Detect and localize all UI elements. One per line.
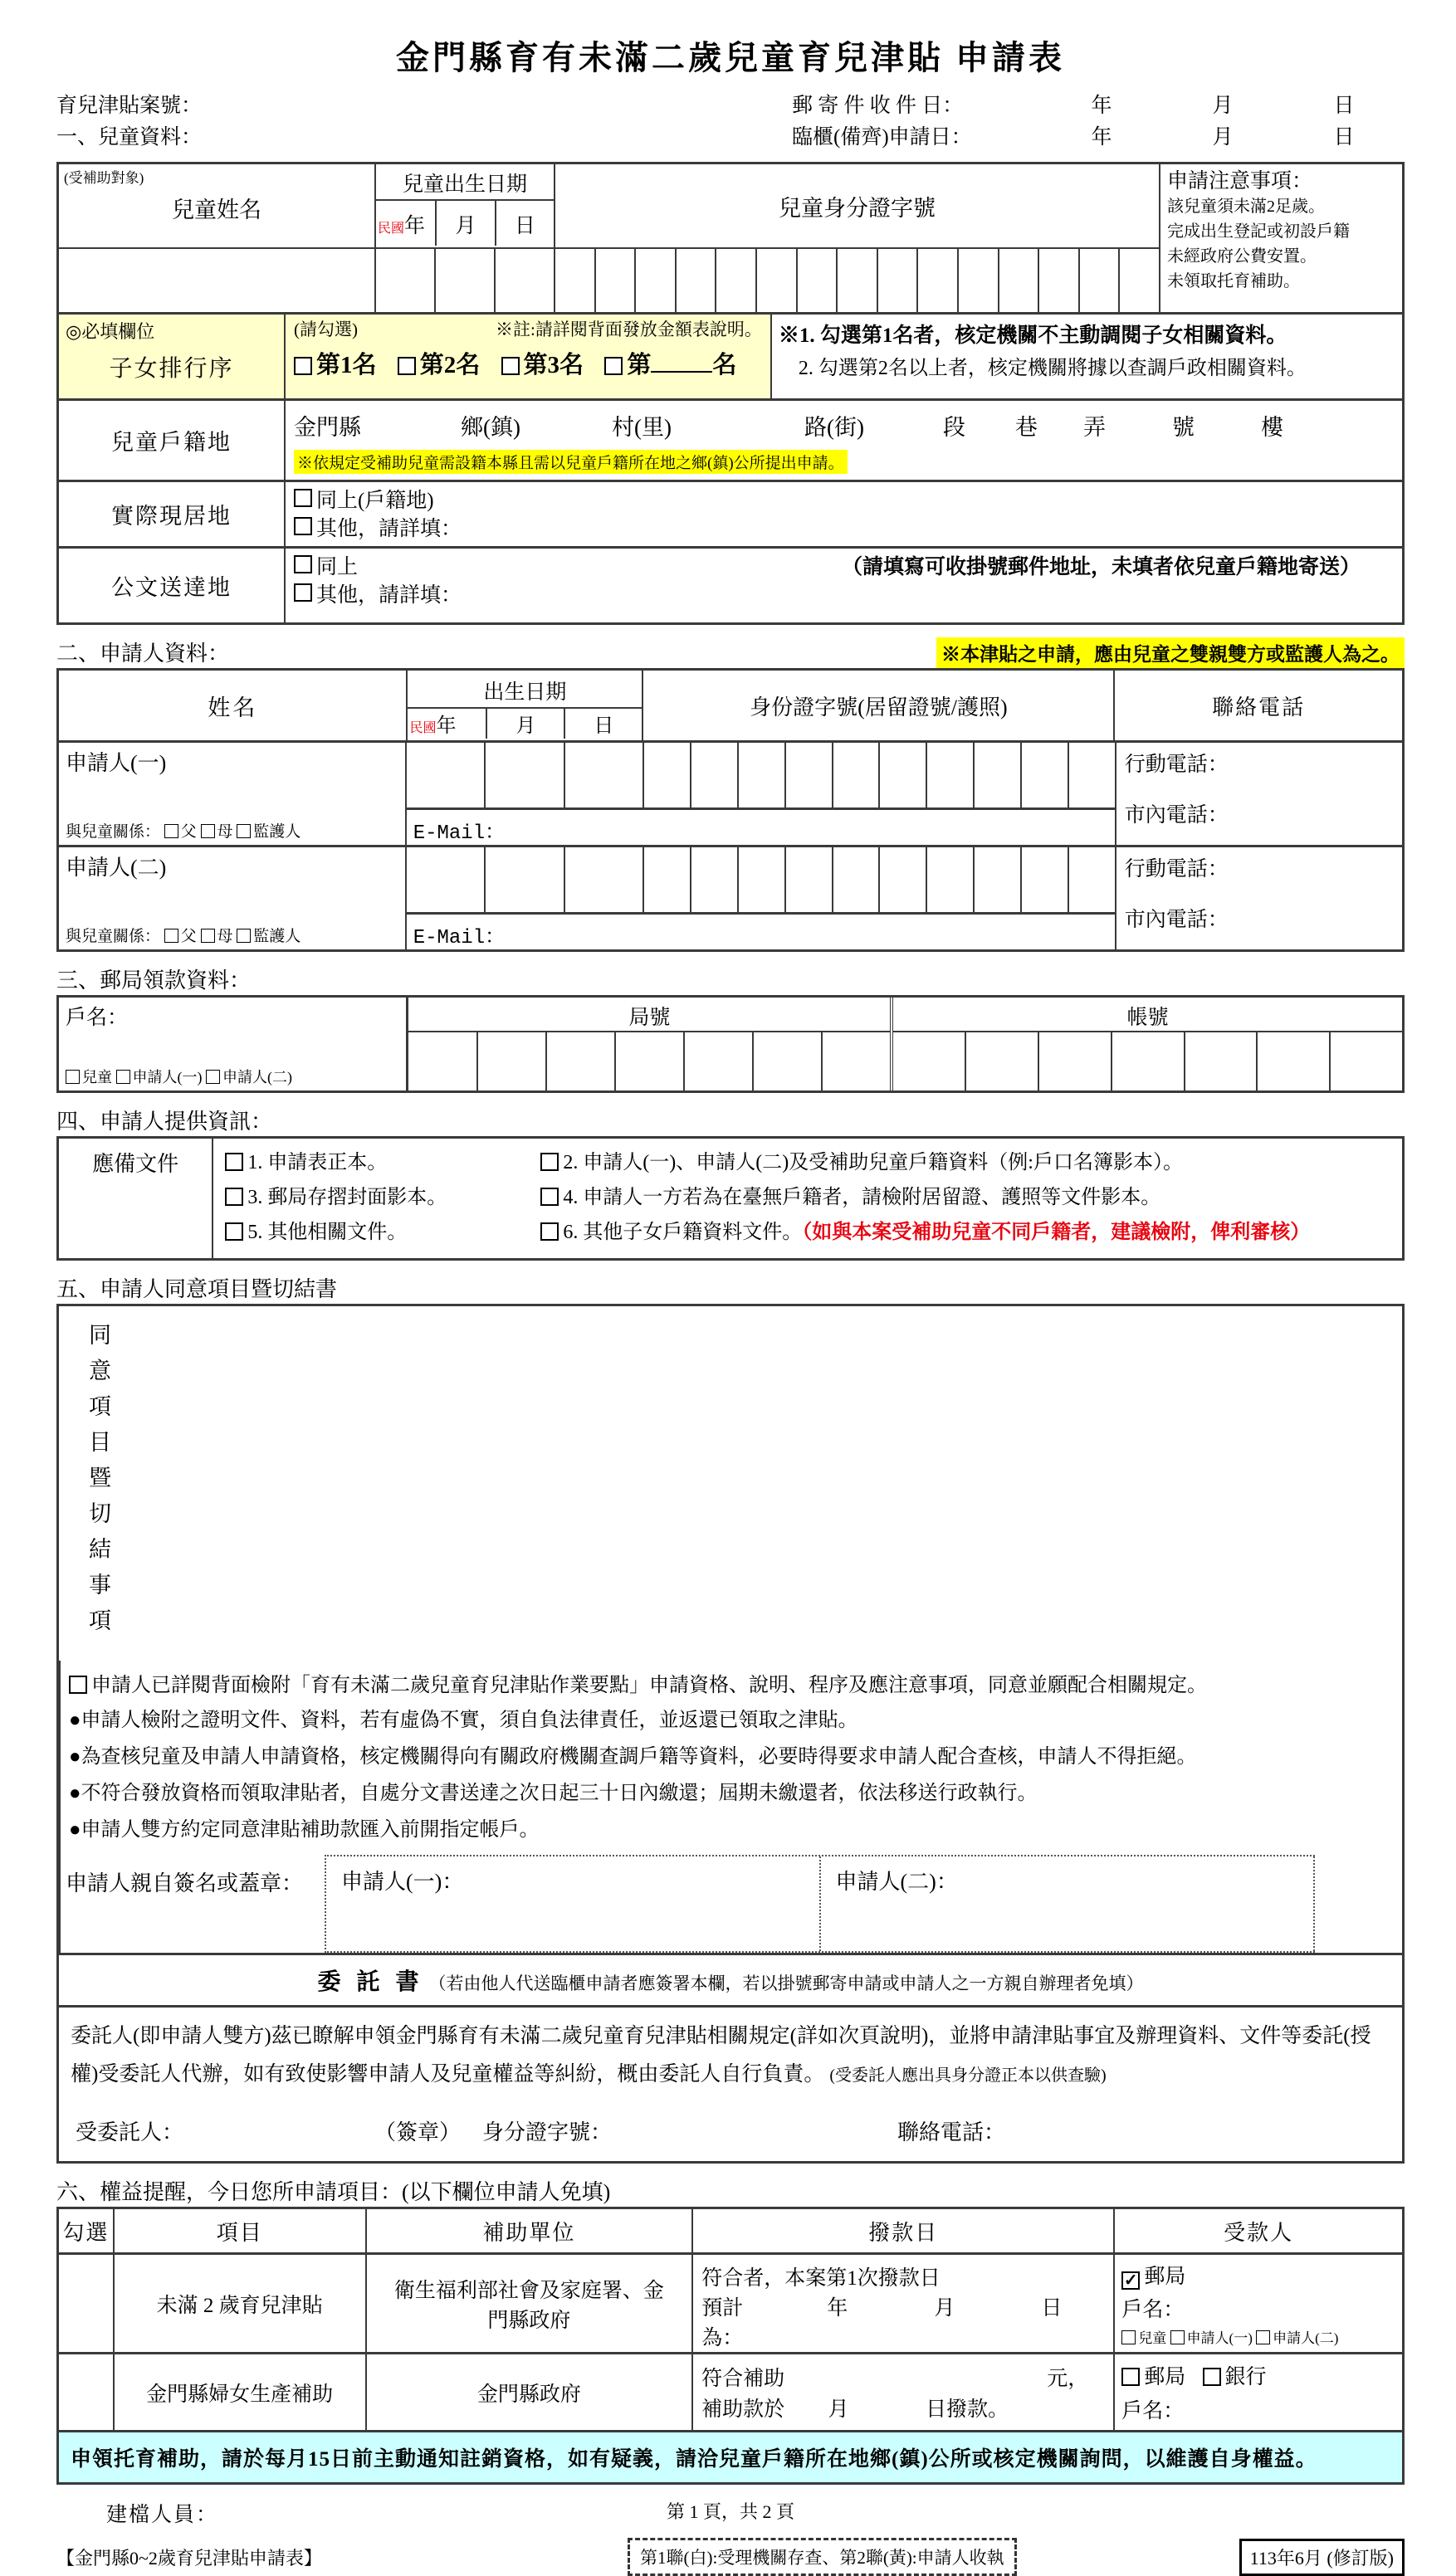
current-same-option[interactable]: 同上(戶籍地) [294,487,1394,515]
year-label: 年 [827,2297,848,2320]
township-label: 鄉(鎮) [460,415,520,440]
box-cell[interactable] [737,743,784,807]
payee-applicant2-checkbox[interactable] [1256,2330,1270,2344]
box-cell[interactable] [784,743,832,807]
section5-heading: 五、申請人同意項目暨切結書 [56,1277,338,1301]
applicant-2-row [59,845,1402,949]
proxy-body-note: (受委託人應出具身分證正本以供查驗) [829,2066,1107,2085]
applicant-1-relation: 與兒童關係： 父 母 監護人 [66,823,301,841]
box-cell[interactable] [376,249,434,312]
maternity-bank-option[interactable]: 銀行 [1203,2366,1267,2388]
residence-rule-note: ※依規定受補助兒童需設籍本縣且需以兒童戶籍所在地之鄉(鎮)公所提出申請。 [294,450,848,474]
applicant-1-mobile-field[interactable]: 行動電話： [1124,754,1229,776]
doc-4-checkbox[interactable] [540,1188,559,1206]
box-cell[interactable] [644,847,690,912]
box-cell[interactable] [1078,249,1119,312]
year-label: 年 [1091,126,1112,149]
alley-label: 弄 [1082,415,1106,440]
relation-mother-option[interactable]: 母 [201,928,233,945]
box-cell[interactable] [1068,847,1115,912]
trustee-phone-field[interactable]: 聯絡電話： [897,2120,1006,2144]
proxy-body-text: 委託人(即申請人雙方)茲已瞭解申領金門縣育有未滿二歲兒童育兒津貼相關規定(詳如次頁說明)，並將申請津貼事宜及辦理資料、文件等委託(授權)受委託人代辦，如有致使影響申請人及兒童權益等糾紛，概由委託人自行負責。 [71,2025,1371,2086]
form-name-footer: 【金門縣0~2歲育兒津貼申請表】 [56,2547,322,2569]
copies-distribution-note: 第1聯(白):受理機關存查、第2聯(黃):申請人收執 [628,2538,1017,2576]
box-cell[interactable] [973,743,1020,807]
village-label: 村(里) [611,415,672,440]
doc-item-5[interactable]: 5. 其他相關文件。 [225,1215,540,1250]
box-cell[interactable] [644,743,690,807]
payee-child-option[interactable]: 兒童 [1121,2330,1166,2346]
mail-receive-date-label: 郵 寄 件 收 件 日： [792,95,964,117]
post-office-checkbox-checked[interactable]: ✓ [1121,2271,1140,2290]
application-notes [1159,164,1402,312]
consent-bullet-1: ●申請人檢附之證明文件、資料，若有虛偽不實，須自負法律責任，並返還已領取之津貼。 [69,1710,858,1731]
minguo-label: 民國 [409,721,437,735]
box-cell[interactable] [878,847,926,912]
section-label: 段 [942,415,965,440]
maternity-item: 金門縣婦女生產補助 [113,2354,365,2430]
box-cell[interactable] [784,847,832,912]
doc-item-1[interactable]: 1. 申請表正本。 [225,1145,540,1180]
delivery-other-checkbox[interactable] [294,583,312,602]
rank-3-option[interactable]: 第3名 [501,352,584,378]
allowance-org: 衛生福利部社會及家庭署、金門縣政府 [365,2255,692,2352]
applicant-1-email-field[interactable]: E-Mail： [407,807,1115,844]
doc-item-6[interactable]: 6. 其他子女戶籍資料文件。（如與本案受補助兒童不同戶籍者，建議檢附，俾利審核） [540,1215,1399,1250]
consent-side-label: 同意項目暨切結事項 [86,1323,110,1644]
rank-2-checkbox[interactable] [398,357,416,375]
maternity-pay-line1: 符合補助 元， [701,2367,1089,2390]
box-cell[interactable] [634,249,675,312]
minguo-label: 民國 [378,222,405,236]
account-owner-options [66,1066,399,1087]
owner-child-option[interactable]: 兒童 [66,1069,112,1086]
month-label: 月 [934,2297,955,2320]
box-cell[interactable] [555,249,594,312]
box-cell[interactable] [690,743,737,807]
trustee-sign-label: （簽章） [374,2120,462,2144]
subsidy-target-label: (受補助對象) [64,170,144,186]
check-hint: (請勾選) [294,320,359,339]
box-cell[interactable] [1184,1032,1257,1090]
box-cell[interactable] [715,249,755,312]
maternity-check-cell[interactable] [59,2354,113,2430]
rank-other-checkbox[interactable] [604,357,623,375]
allowance-check-cell[interactable] [59,2255,113,2352]
org-column-header: 補助單位 [365,2209,692,2252]
box-cell[interactable] [926,743,973,807]
applicant-2-dob-boxes[interactable] [407,847,642,912]
box-cell[interactable] [407,743,484,807]
box-cell[interactable] [1038,1032,1111,1090]
road-label: 路(街) [804,415,864,440]
owner-applicant2-checkbox[interactable] [206,1070,220,1084]
bureau-number-header: 局號 [408,998,890,1032]
filing-staff-field[interactable]: 建檔人員： [106,2504,219,2526]
consent-table [56,1304,1405,2164]
day-label: 日 [1333,95,1355,117]
child-id-boxes[interactable] [554,249,1159,312]
child-rank-options-cell [284,315,770,398]
applicant-2-label: 申請人(二) [66,856,167,880]
current-other-option[interactable]: 其他，請詳填： [294,515,1394,544]
child-name-field[interactable] [59,249,374,312]
doc-item-3[interactable]: 3. 郵局存摺封面影本。 [225,1180,540,1215]
number-label: 號 [1171,415,1195,440]
section3-heading: 三、郵局領款資料： [56,968,252,993]
box-cell[interactable] [998,249,1038,312]
doc-1-checkbox[interactable] [225,1153,243,1171]
note-line: 該兒童須未滿2足歲。 [1167,198,1325,216]
applicant-2-mobile-field[interactable]: 行動電話： [1124,858,1229,881]
check-column-header: 勾選 [62,2220,110,2245]
applicant-2-id-boxes[interactable] [642,847,1115,912]
box-cell[interactable] [564,743,642,807]
counter-apply-date-label: 臨櫃(備齊)申請日： [792,126,972,149]
section1-heading: 一、兒童資料： [56,126,203,149]
delivery-other-option[interactable]: 其他，請詳填： [294,582,1394,610]
box-cell[interactable] [957,249,998,312]
doc-5-checkbox[interactable] [225,1222,243,1241]
box-cell[interactable] [877,249,917,312]
pay-date-column-header: 撥款日 [691,2209,1113,2252]
consent-agree-checkbox[interactable] [69,1676,87,1694]
box-cell[interactable] [1038,249,1078,312]
month-label: 月 [1212,95,1234,117]
trustee-name-field[interactable]: 受委託人： [76,2120,184,2144]
guardian-checkbox[interactable] [237,824,251,838]
payee-applicant2-option[interactable]: 申請人(二) [1256,2330,1338,2346]
mother-checkbox[interactable] [201,824,215,838]
applicant-2-signature-field[interactable]: 申請人(二)： [821,1856,1316,1951]
trustee-id-field[interactable]: 身分證字號： [482,2120,613,2144]
applied-items-table [56,2207,1405,2432]
box-cell[interactable] [973,847,1020,912]
box-cell[interactable] [1256,1032,1329,1090]
applicant-1-id-boxes[interactable] [642,743,1115,807]
note-line: 未領取托育補助。 [1167,272,1300,290]
applicant-table [56,668,1405,952]
relation-father-option[interactable]: 父 [164,823,197,841]
section6-heading: 六、權益提醒，今日您所申請項目：(以下欄位申請人免填) [56,2180,611,2204]
day-label: 日 [1041,2297,1063,2320]
applicant-1-label: 申請人(一) [66,751,167,775]
consent-bullet-2: ●為查核兒童及申請人申請資格，核定機關得向有關政府機關查調戶籍等資料，必要時得要求申請人配合查核，申請人不得拒絕。 [69,1746,1197,1768]
child-rank-label-cell [59,315,284,398]
applicant-2-tel-field[interactable]: 市內電話： [1124,909,1229,931]
box-cell[interactable] [821,1032,890,1090]
delivery-address-label: 公文送達地 [110,575,232,600]
current-address-label: 實際現居地 [110,504,232,529]
box-cell[interactable] [796,249,837,312]
account-name-field[interactable]: 戶名： [66,1007,129,1029]
owner-applicant2-option[interactable]: 申請人(二) [206,1069,292,1086]
rank-note-2: 2. 勾選第2名以上者，核定機關將據以查調戶政相關資料。 [798,358,1307,379]
doc-2-checkbox[interactable] [540,1153,559,1171]
dob-year-header: 民國年 [409,715,457,737]
applicant-id-header: 身份證字號(居留證號/護照) [642,671,1113,740]
box-cell[interactable] [675,249,716,312]
dob-month-header: 月 [486,709,564,739]
documents-table [56,1136,1405,1261]
consent-bullet-3: ●不符合發放資格而領取津貼者，自處分文書送達之次日起三十日內繳還；屆期未繳還者，依法移送行政執行。 [69,1783,1038,1804]
doc-item-4[interactable]: 4. 申請人一方若為在臺無戶籍者，請檢附居留證、護照等文件影本。 [540,1180,1399,1215]
rank-note-1: ※1. 勾選第1名者，核定機關不主動調閱子女相關資料。 [778,324,1287,347]
delivery-same-checkbox[interactable] [294,555,312,573]
payee-owner-options [1121,2326,1395,2347]
rank-3-checkbox[interactable] [501,357,520,375]
applicant-1-dob-boxes[interactable] [407,743,642,807]
box-cell[interactable] [434,249,494,312]
item-column-header: 項目 [113,2209,365,2252]
rank-other-blank[interactable] [651,351,712,373]
child-info-table [56,162,1405,625]
proxy-title-note: （若由他人代送臨櫃申請者應簽署本欄，若以掛號郵寄申請或申請人之一方親自辦理者免填） [428,1973,1144,1993]
current-same-checkbox[interactable] [294,489,312,507]
required-docs-label: 應備文件 [92,1152,179,1176]
dob-month-header: 月 [435,201,494,246]
box-cell[interactable] [614,1032,683,1090]
delivery-same-option[interactable]: 同上 （請填寫可收掛號郵件地址，未填者依兒童戶籍地寄送） [294,554,1394,582]
allowance-pay-line1: 符合者，本案第1次撥款日 [701,2267,941,2290]
rank-2-option[interactable]: 第2名 [398,352,481,378]
account-number-header: 帳號 [893,998,1402,1032]
doc-3-checkbox[interactable] [225,1188,243,1206]
box-cell[interactable] [1020,847,1068,912]
payee-child-checkbox[interactable] [1121,2330,1136,2344]
payee-column-header: 受款人 [1113,2209,1402,2252]
owner-applicant1-checkbox[interactable] [116,1070,130,1084]
father-checkbox[interactable] [164,929,178,943]
box-cell[interactable] [545,1032,614,1090]
rank-1-option[interactable]: 第1名 [294,352,377,378]
box-cell[interactable] [494,249,554,312]
doc-6-checkbox[interactable] [540,1222,559,1241]
child-dob-header: 兒童出生日期 [376,164,554,201]
allowance-row [59,2252,1402,2352]
payee-post-option[interactable]: ✓ 郵局 [1121,2260,1395,2290]
child-residence-label: 兒童戶籍地 [110,430,232,455]
rank-other-option[interactable]: 第 名 [604,352,736,378]
month-label: 月 [1212,126,1234,149]
box-cell[interactable] [832,847,879,912]
floor-label: 樓 [1260,415,1283,440]
maternity-row [59,2352,1402,2430]
doc-item-2[interactable]: 2. 申請人(一)、申請人(二)及受補助兒童戶籍資料（例:戶口名簿影本）。 [540,1145,1399,1180]
proxy-body-row [59,2005,1402,2102]
child-name-header: 兒童姓名 [172,198,261,222]
section4-heading: 四、申請人提供資訊： [56,1110,273,1134]
signature-label: 申請人親自簽名或蓋章： [66,1871,304,1895]
box-cell[interactable] [484,743,563,807]
child-rank-label: 子女排行序 [109,356,234,382]
box-cell[interactable] [836,249,877,312]
cancellation-reminder-banner: 申領托育補助，請於每月15日前主動通知註銷資格，如有疑義，請洽兒童戶籍所在地鄉(鎮)公所或核定機關詢問，以維護自身權益。 [56,2432,1405,2485]
maternity-payee-options [1121,2360,1395,2390]
proxy-title-row [59,1953,1402,2005]
box-cell[interactable] [832,743,879,807]
applicant-2-email-field[interactable]: E-Mail： [407,912,1115,949]
father-checkbox[interactable] [164,824,178,838]
box-cell[interactable] [965,1032,1038,1090]
trustee-row [59,2102,1402,2161]
note-line: 完成出生登記或初設戶籍 [1167,222,1350,241]
bureau-number-boxes[interactable] [408,1032,890,1090]
box-cell[interactable] [737,847,784,912]
applicant-1-signature-field[interactable]: 申請人(一)： [326,1856,821,1951]
allowance-item: 未滿 2 歲育兒津貼 [113,2255,365,2352]
child-dob-boxes[interactable] [374,249,554,312]
box-cell[interactable] [755,249,796,312]
box-cell[interactable] [564,847,642,912]
applicant-phone-header: 聯絡電話 [1113,671,1402,740]
required-field-label: ◎必填欄位 [66,321,155,342]
box-cell[interactable] [1329,1032,1402,1090]
account-number-boxes[interactable] [893,1032,1402,1090]
box-cell[interactable] [1068,743,1115,807]
box-cell[interactable] [1020,743,1068,807]
allowance-pay-line2: 預計為： 年 月 日 [701,2291,1105,2351]
box-cell[interactable] [690,847,737,912]
applicant-2-relation: 與兒童關係： 父 母 監護人 [66,928,301,945]
proxy-title: 委 託 書 [317,1969,424,1995]
section2-note: ※本津貼之申請，應由兒童之雙親雙方或監護人為之。 [936,637,1405,668]
applicant-1-row [59,740,1402,845]
dob-day-header: 日 [564,709,642,739]
version-badge: 113年6月 (修訂版) [1239,2539,1405,2576]
relation-mother-option[interactable]: 母 [201,823,233,841]
doc-6-warning: （如與本案受補助兒童不同戶籍者，建議檢附，俾利審核） [802,1222,1311,1243]
consent-bullet-4: ●申請人雙方約定同意津貼補助款匯入前開指定帳戶。 [69,1819,540,1841]
box-cell[interactable] [916,249,957,312]
postal-account-table [56,995,1405,1093]
relation-father-option[interactable]: 父 [164,928,197,945]
payee-applicant1-checkbox[interactable] [1170,2330,1185,2344]
case-number-label: 育兒津貼案號： [56,95,203,117]
owner-applicant1-option[interactable]: 申請人(一) [116,1069,203,1086]
mother-checkbox[interactable] [201,929,215,943]
owner-child-checkbox[interactable] [66,1070,80,1084]
consent-agree-line[interactable]: 申請人已詳閱背面檢附「育有未滿二歲兒童育兒津貼作業要點」申請資格、說明、程序及應注意事項，同意並願配合相關規定。 [69,1669,1320,1702]
box-cell[interactable] [878,743,926,807]
maternity-post-checkbox[interactable] [1121,2368,1140,2386]
box-cell[interactable] [476,1032,545,1090]
day-label: 日 [1333,126,1355,149]
box-cell[interactable] [1111,1032,1184,1090]
rank-side-notes [770,315,1402,398]
child-residence-field[interactable] [284,401,1402,480]
delivery-note: （請填寫可收掛號郵件地址，未填者依兒童戶籍地寄送） [841,556,1361,578]
county-label: 金門縣 [293,415,361,440]
page-indicator: 第 1 頁，共 2 頁 [666,2501,794,2522]
box-cell[interactable] [594,249,635,312]
applicant-1-tel-field[interactable]: 市內電話： [1124,804,1229,827]
box-cell[interactable] [407,847,484,912]
box-cell[interactable] [683,1032,752,1090]
applicant-dob-header: 出生日期 [408,671,642,709]
box-cell[interactable] [893,1032,965,1090]
form-title: 金門縣育有未滿二歲兒童育兒津貼 申請表 [396,39,1065,76]
guardian-checkbox[interactable] [237,929,251,943]
form-meta [56,90,1405,154]
rank-1-checkbox[interactable] [294,357,312,375]
child-id-header: 兒童身分證字號 [554,164,1159,247]
box-cell[interactable] [1118,249,1159,312]
box-cell[interactable] [926,847,973,912]
dob-year-header: 民國年 [378,215,426,237]
maternity-bank-checkbox[interactable] [1203,2368,1221,2386]
note-line: 未經政府公費安置。 [1167,247,1317,266]
year-label: 年 [1091,95,1112,117]
rank-note: ※註:請詳閱背面發放金額表說明。 [496,320,762,339]
box-cell[interactable] [408,1032,476,1090]
notes-title: 申請注意事項： [1167,170,1313,193]
applicant-name-header: 姓名 [208,695,258,720]
maternity-account-name-field[interactable]: 戶名： [1121,2400,1185,2423]
box-cell[interactable] [752,1032,821,1090]
relation-guardian-option[interactable]: 監護人 [237,823,300,841]
maternity-pay-line2: 補助款於 月 日撥款。 [701,2398,1009,2422]
maternity-org: 金門縣政府 [365,2354,692,2430]
dob-day-header: 日 [495,201,554,246]
relation-guardian-option[interactable]: 監護人 [237,928,300,945]
current-other-checkbox[interactable] [294,517,312,535]
section2-heading: 二、申請人資料： [56,642,230,666]
lane-label: 巷 [1014,415,1038,440]
payee-applicant1-option[interactable]: 申請人(一) [1170,2330,1253,2346]
box-cell[interactable] [484,847,563,912]
maternity-post-option[interactable]: 郵局 [1121,2366,1185,2388]
payee-account-name-field[interactable]: 戶名： [1121,2299,1185,2321]
